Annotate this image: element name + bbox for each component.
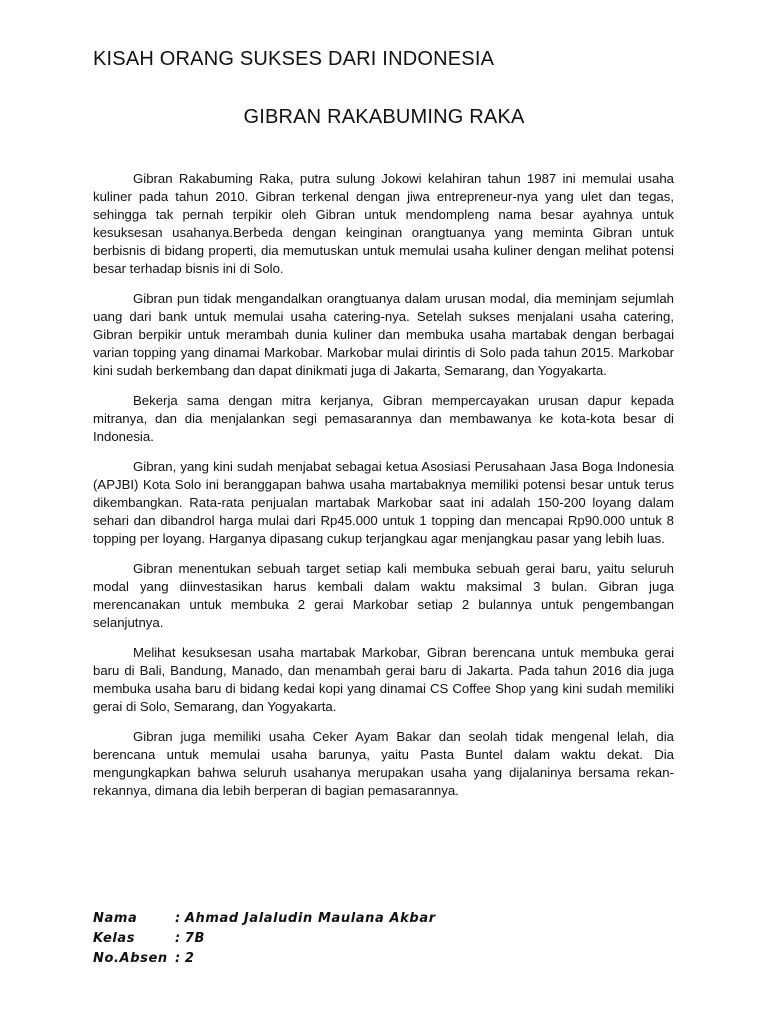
paragraph-1: Gibran Rakabuming Raka, putra sulung Jokowi kelahiran tahun 1987 ini memulai usaha kuliner pada tahun 2010. Gibran terkenal dengan jiwa entrepreneur-nya yang ulet dan tegas, sehingga tak pernah terpikir oleh Gibran untuk mendompleng nama besar ayahnya untuk kesuksesan usahanya.Berbeda dengan keinginan orangtuanya yang meminta Gibran untuk berbisnis di bidang properti, dia memutuskan untuk memulai usaha kuliner dengan melihat potensi besar terhadap bisnis ini di Solo. xyxy=(93,171,674,276)
paragraph-3: Bekerja sama dengan mitra kerjanya, Gibran mempercayakan urusan dapur kepada mitranya, dan dia menjalankan segi pemasarannya dan membawanya ke kota-kota besar di Indonesia. xyxy=(93,393,674,444)
name-label: Nama xyxy=(93,911,138,926)
absen-separator: : xyxy=(175,951,181,966)
student-identity xyxy=(93,909,436,969)
identity-row-class xyxy=(93,929,436,949)
identity-row-name xyxy=(93,909,436,929)
class-separator: : xyxy=(175,931,181,946)
absen-label: No.Absen xyxy=(93,951,168,966)
name-separator: : xyxy=(175,911,181,926)
document-subheading: GIBRAN RAKABUMING RAKA xyxy=(243,106,525,128)
class-value: 7B xyxy=(184,931,205,946)
absen-value: 2 xyxy=(184,951,195,966)
paragraph-5: Gibran menentukan sebuah target setiap kali membuka sebuah gerai baru, yaitu seluruh modal yang diinvestasikan harus kembali dalam waktu maksimal 3 bulan. Gibran juga merencanakan untuk membuka 2 gerai Markobar setiap 2 bulannya untuk pengembangan selanjutnya. xyxy=(93,561,674,630)
paragraph-4: Gibran, yang kini sudah menjabat sebagai ketua Asosiasi Perusahaan Jasa Boga Indonesia (APJBI) Kota Solo ini beranggapan bahwa usaha martabaknya memiliki potensi besar untuk terus dikembangkan. Rata-rata penjualan martabak Markobar saat ini adalah 150-200 loyang dalam sehari dan dibandrol harga mulai dari Rp45.000 untuk 1 topping dan mencapai Rp90.000 untuk 8 topping per loyang. Harganya dipasang cukup terjangkau agar menjangkau pasar yang lebih luas. xyxy=(93,459,674,546)
document-heading: KISAH ORANG SUKSES DARI INDONESIA xyxy=(93,48,495,70)
document-body xyxy=(93,170,674,812)
paragraph-7: Gibran juga memiliki usaha Ceker Ayam Bakar dan seolah tidak mengenal lelah, dia berencana untuk memulai usaha barunya, yaitu Pasta Buntel dalam waktu dekat. Dia mengungkapkan bahwa seluruh usahanya merupakan usaha yang dijalaninya bersama rekan-rekannya, dimana dia lebih berperan di bagian pemasarannya. xyxy=(93,729,674,798)
paragraph-2: Gibran pun tidak mengandalkan orangtuanya dalam urusan modal, dia meminjam sejumlah uang dari bank untuk memulai usaha catering-nya. Setelah sukses menjalani usaha catering, Gibran berpikir untuk merambah dunia kuliner dan membuka usaha martabak dengan berbagai varian topping yang dinamai Markobar. Markobar mulai dirintis di Solo pada tahun 2015. Markobar kini sudah berkembang dan dapat dinikmati juga di Jakarta, Semarang, dan Yogyakarta. xyxy=(93,291,674,378)
paragraph-6: Melihat kesuksesan usaha martabak Markobar, Gibran berencana untuk membuka gerai baru di Bali, Bandung, Manado, dan menambah gerai baru di Jakarta. Pada tahun 2016 dia juga membuka usaha baru di bidang kedai kopi yang dinamai CS Coffee Shop yang kini sudah memiliki gerai di Solo, Semarang, dan Yogyakarta. xyxy=(93,645,674,714)
class-label: Kelas xyxy=(93,931,136,946)
identity-row-absen xyxy=(93,949,436,969)
name-value: Ahmad Jalaludin Maulana Akbar xyxy=(184,911,436,926)
